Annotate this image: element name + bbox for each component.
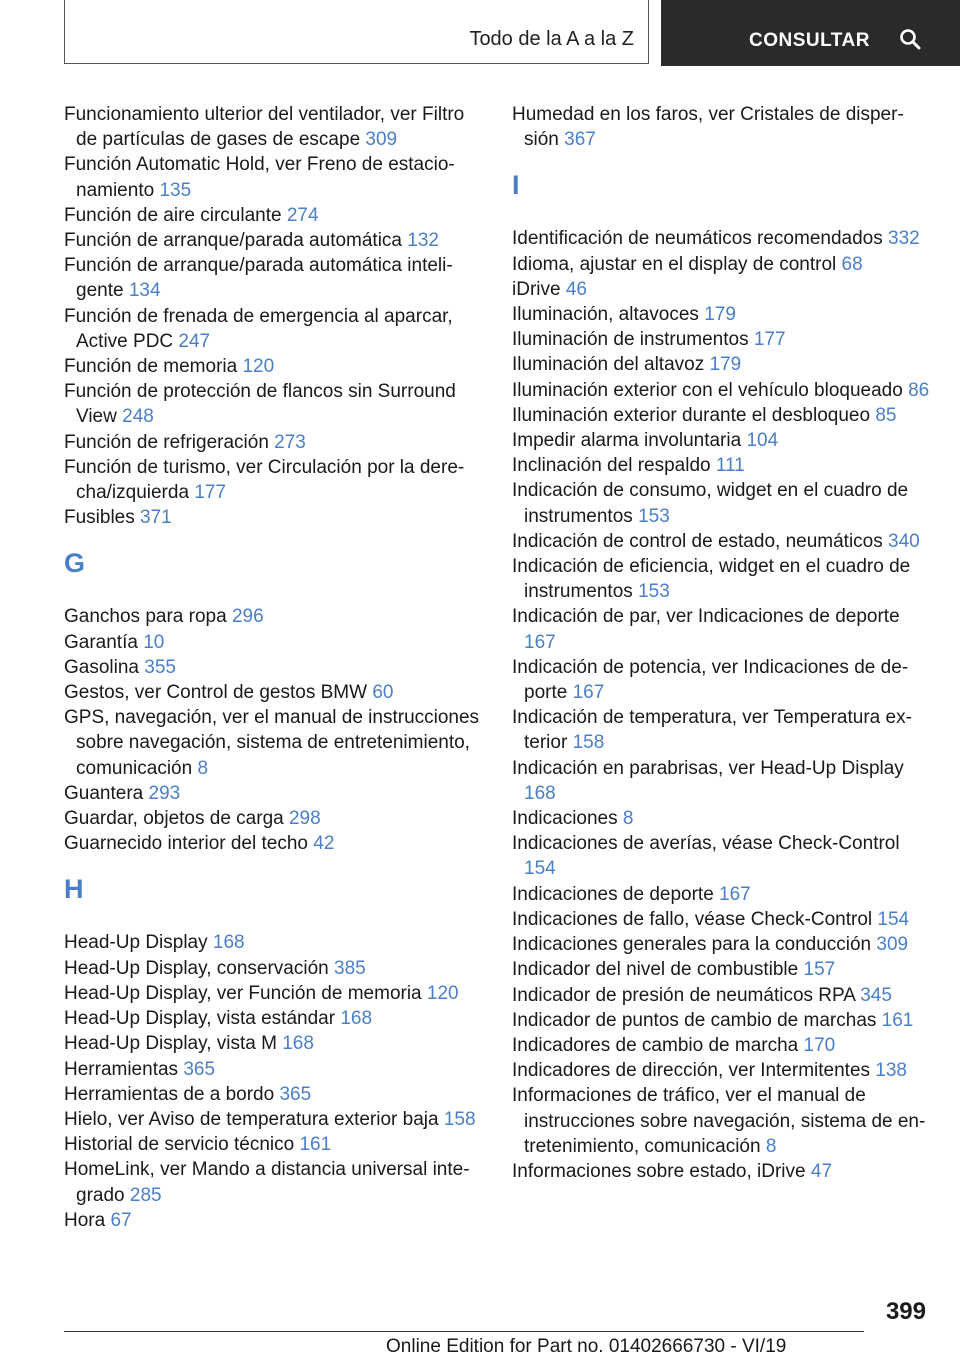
index-entry bbox=[64, 379, 484, 429]
index-entry-text: Indicador del nivel de combustible bbox=[512, 959, 799, 981]
page-link[interactable]: 365 bbox=[279, 1083, 312, 1105]
page-link[interactable]: 10 bbox=[143, 631, 165, 653]
page-link[interactable]: 365 bbox=[183, 1058, 216, 1080]
index-entry-text: Guardar, objetos de carga bbox=[64, 808, 284, 830]
index-entry bbox=[64, 680, 484, 705]
index-entry-text: Indicación de control de estado, neumáticos bbox=[512, 530, 883, 552]
index-entry bbox=[64, 655, 484, 680]
page-link[interactable]: 309 bbox=[876, 934, 909, 956]
index-entry-text: Indicador de presión de neumáticos RPA bbox=[512, 984, 855, 1006]
index-entry bbox=[64, 228, 484, 253]
index-entry-text: Hielo, ver Aviso de temperatura exterior baja bbox=[64, 1108, 439, 1130]
index-entry-text: Función de memoria bbox=[64, 356, 238, 378]
page-link[interactable]: 154 bbox=[877, 908, 910, 930]
index-letter-heading: H bbox=[64, 874, 84, 905]
index-entry-text: Iluminación, altavoces bbox=[512, 304, 699, 326]
section-tab[interactable] bbox=[64, 0, 649, 64]
page-link[interactable]: 154 bbox=[524, 858, 556, 880]
page-link[interactable]: 367 bbox=[564, 129, 596, 151]
index-entry bbox=[512, 932, 932, 957]
index-entry-text: Indicación de eficiencia, widget en el cuadro de instrumentos bbox=[512, 556, 911, 603]
page-link[interactable]: 158 bbox=[443, 1108, 476, 1130]
index-entry bbox=[512, 831, 932, 881]
index-entry-text: Indicaciones generales para la conducción bbox=[512, 934, 872, 956]
index-entry bbox=[512, 604, 932, 654]
index-entry-text: Historial de servicio técnico bbox=[64, 1134, 295, 1156]
index-entry bbox=[512, 907, 932, 932]
page-link[interactable]: 153 bbox=[638, 505, 670, 527]
index-entry bbox=[64, 430, 484, 455]
index-entry-text: Iluminación de instrumentos bbox=[512, 329, 749, 351]
index-letter-heading: I bbox=[512, 170, 520, 201]
index-entry-text: Humedad en los faros, ver Cristales de dispersión bbox=[512, 104, 904, 151]
index-entry bbox=[512, 529, 932, 554]
index-entry-text: Funcionamiento ulterior del ventilador, ver Filtro de partículas de gases de escape bbox=[64, 104, 465, 151]
index-entry-text: Indicación de potencia, ver Indicaciones de deporte bbox=[512, 656, 909, 704]
page-link[interactable]: 67 bbox=[110, 1209, 132, 1231]
index-entry bbox=[64, 930, 484, 955]
index-entry bbox=[64, 152, 484, 202]
index-entry-text: Gestos, ver Control de gestos BMW bbox=[64, 682, 368, 704]
index-entry bbox=[512, 403, 932, 428]
index-entry bbox=[64, 705, 484, 781]
index-entry bbox=[512, 806, 932, 831]
index-entry bbox=[512, 1008, 932, 1033]
index-entry bbox=[512, 756, 932, 806]
index-entry-text: Función de protección de flancos sin Surround View bbox=[64, 381, 456, 428]
index-entry bbox=[64, 203, 484, 228]
page-link[interactable]: 385 bbox=[334, 957, 366, 979]
index-entry-text: Head-Up Display, vista M bbox=[64, 1033, 277, 1055]
index-entry bbox=[64, 831, 484, 856]
index-entry bbox=[512, 428, 932, 453]
index-entry-text: Indicaciones de deporte bbox=[512, 883, 714, 905]
index-entry-text: Función de refrigeración bbox=[64, 431, 269, 453]
page-link[interactable]: 60 bbox=[372, 682, 394, 704]
index-entry bbox=[512, 478, 932, 528]
page-link[interactable]: 309 bbox=[365, 129, 398, 151]
page-link[interactable]: 167 bbox=[524, 631, 556, 653]
index-entry-text: Informaciones sobre estado, iDrive bbox=[512, 1160, 806, 1182]
page-link[interactable]: 293 bbox=[148, 782, 181, 804]
index-entry-text: Función Automatic Hold, ver Freno de estacionamiento bbox=[64, 154, 455, 201]
index-entry bbox=[64, 455, 484, 505]
index-entry bbox=[512, 1159, 932, 1184]
index-entry-text: Head-Up Display, vista estándar bbox=[64, 1008, 336, 1030]
index-entry bbox=[64, 981, 484, 1006]
index-entry-text: Indicación en parabrisas, ver Head-Up Display bbox=[512, 757, 904, 779]
index-entry bbox=[64, 1082, 484, 1107]
page-link[interactable]: 167 bbox=[572, 682, 605, 704]
page-link[interactable]: 111 bbox=[715, 455, 745, 477]
page-link[interactable]: 298 bbox=[288, 808, 321, 830]
index-entry-text: Indicación de consumo, widget en el cuadro de instrumentos bbox=[512, 480, 909, 527]
page-link[interactable]: 340 bbox=[888, 530, 920, 552]
page-link[interactable]: 153 bbox=[638, 581, 670, 603]
index-column-right bbox=[512, 102, 932, 1184]
index-entry-text: Inclinación del respaldo bbox=[512, 455, 711, 477]
index-entry bbox=[512, 378, 932, 403]
page-link[interactable]: 355 bbox=[144, 656, 176, 678]
index-entry bbox=[64, 1006, 484, 1031]
index-entry-text: Ganchos para ropa bbox=[64, 606, 227, 628]
index-entry bbox=[64, 630, 484, 655]
index-entry-text: Identificación de neumáticos recomendados bbox=[512, 228, 883, 250]
index-entry bbox=[512, 957, 932, 982]
page-link[interactable]: 134 bbox=[128, 280, 161, 302]
index-entry-text: Guarnecido interior del techo bbox=[64, 833, 308, 855]
edition-info: Online Edition for Part no. 01402666730 - VI/19 bbox=[386, 1336, 787, 1357]
page-link[interactable]: 46 bbox=[565, 278, 587, 300]
page-link[interactable]: 8 bbox=[197, 757, 209, 779]
index-entry bbox=[64, 1107, 484, 1132]
index-entry bbox=[512, 1058, 932, 1083]
page-link[interactable]: 371 bbox=[140, 507, 172, 529]
index-entry bbox=[512, 252, 932, 277]
index-entry-text: Indicador de puntos de cambio de marchas bbox=[512, 1009, 877, 1031]
page-link[interactable]: 296 bbox=[231, 606, 264, 628]
index-entry bbox=[512, 655, 932, 705]
page-link[interactable]: 179 bbox=[704, 304, 736, 326]
page-link[interactable]: 168 bbox=[282, 1033, 314, 1055]
index-entry-text: Función de arranque/parada automática bbox=[64, 230, 403, 252]
page-link[interactable]: 85 bbox=[875, 404, 897, 426]
index-entry-text: Indicadores de dirección, ver Intermitentes bbox=[512, 1060, 871, 1082]
index-entry-text: Guantera bbox=[64, 782, 144, 804]
index-entry bbox=[512, 226, 932, 251]
page-link[interactable]: 332 bbox=[888, 228, 920, 250]
footer-divider bbox=[64, 1331, 864, 1332]
page-link[interactable]: 273 bbox=[274, 431, 306, 453]
page-link[interactable]: 104 bbox=[746, 430, 779, 452]
index-entry bbox=[64, 1208, 484, 1233]
index-entry bbox=[512, 277, 932, 302]
index-entry bbox=[64, 1057, 484, 1082]
consult-label: CONSULTAR bbox=[749, 30, 870, 51]
page-link[interactable]: 274 bbox=[286, 204, 319, 226]
index-entry-text: HomeLink, ver Mando a distancia universal integrado bbox=[64, 1159, 470, 1206]
index-entry-text: Garantía bbox=[64, 631, 138, 653]
page-link[interactable]: 177 bbox=[194, 482, 227, 504]
consult-button[interactable] bbox=[661, 0, 960, 66]
index-entry-text: Gasolina bbox=[64, 656, 139, 678]
page-link[interactable]: 132 bbox=[407, 230, 439, 252]
page-link[interactable]: 247 bbox=[178, 330, 211, 352]
page-link[interactable]: 248 bbox=[122, 406, 154, 428]
index-entry-text: Herramientas bbox=[64, 1058, 179, 1080]
index-entry-text: Indicaciones bbox=[512, 808, 618, 830]
page-link[interactable]: 120 bbox=[426, 982, 459, 1004]
page-link[interactable]: 8 bbox=[622, 808, 634, 830]
index-entry bbox=[512, 1083, 932, 1159]
page-number: 399 bbox=[885, 1298, 926, 1325]
page-link[interactable]: 135 bbox=[159, 179, 192, 201]
index-entry bbox=[64, 102, 484, 152]
page-link[interactable]: 285 bbox=[129, 1184, 162, 1206]
page-link[interactable]: 167 bbox=[719, 883, 751, 905]
index-entry-text: Indicaciones de fallo, véase Check-Control bbox=[512, 908, 873, 930]
index-letter-heading: G bbox=[64, 548, 86, 579]
index-entry-text: Fusibles bbox=[64, 507, 135, 529]
index-entry bbox=[64, 604, 484, 629]
search-icon bbox=[899, 28, 921, 50]
index-entry bbox=[64, 354, 484, 379]
page-link[interactable]: 345 bbox=[860, 984, 892, 1006]
index-entry bbox=[512, 302, 932, 327]
index-entry bbox=[64, 304, 484, 354]
index-entry-text: Indicaciones de averías, véase Check-Control bbox=[512, 833, 900, 855]
index-entry-text: Función de turismo, ver Circulación por la derecha/izquierda bbox=[64, 456, 465, 504]
index-entry bbox=[64, 806, 484, 831]
page-link[interactable]: 8 bbox=[765, 1135, 777, 1157]
index-entry-text: Idioma, ajustar en el display de control bbox=[512, 253, 837, 275]
index-entry-text: Iluminación del altavoz bbox=[512, 354, 705, 376]
index-entry bbox=[64, 1157, 484, 1207]
index-entry-text: Indicación de par, ver Indicaciones de deporte bbox=[512, 606, 900, 628]
index-column-left bbox=[64, 102, 484, 1233]
index-entry-text: Head-Up Display, conservación bbox=[64, 957, 329, 979]
index-entry bbox=[64, 505, 484, 530]
index-entry-text: Iluminación exterior con el vehículo bloqueado bbox=[512, 379, 903, 401]
index-entry bbox=[512, 327, 932, 352]
index-entry bbox=[512, 554, 932, 604]
page-link[interactable]: 68 bbox=[841, 253, 863, 275]
index-entry bbox=[64, 781, 484, 806]
index-entry-text: Hora bbox=[64, 1209, 106, 1231]
index-entry-text: Herramientas de a bordo bbox=[64, 1083, 275, 1105]
index-entry-text: Función de frenada de emergencia al aparcar, Active PDC bbox=[64, 305, 453, 352]
index-entry-text: Indicadores de cambio de marcha bbox=[512, 1034, 799, 1056]
index-entry-text: Informaciones de tráfico, ver el manual de instrucciones sobre navegación, sistema de entretenimiento, comunicación bbox=[512, 1085, 926, 1157]
index-entry bbox=[64, 253, 484, 303]
index-entry-text: GPS, navegación, ver el manual de instrucciones sobre navegación, sistema de entretenimiento, comunicación bbox=[64, 707, 480, 779]
page-link[interactable]: 158 bbox=[572, 732, 605, 754]
page-link[interactable]: 161 bbox=[881, 1009, 914, 1031]
index-entry bbox=[512, 453, 932, 478]
page-link[interactable]: 42 bbox=[313, 833, 335, 855]
page-link[interactable]: 120 bbox=[242, 356, 275, 378]
index-entry-text: Impedir alarma involuntaria bbox=[512, 430, 742, 452]
page-link[interactable]: 168 bbox=[212, 932, 245, 954]
page-link[interactable]: 86 bbox=[908, 379, 930, 401]
index-entry-text: Iluminación exterior durante el desbloqueo bbox=[512, 404, 871, 426]
index-entry-text: iDrive bbox=[512, 278, 561, 300]
page-link[interactable]: 170 bbox=[803, 1034, 836, 1056]
index-entry-text: Indicación de temperatura, ver Temperatura exterior bbox=[512, 707, 912, 754]
index-entry bbox=[64, 956, 484, 981]
index-entry-text: Función de aire circulante bbox=[64, 204, 282, 226]
index-entry bbox=[512, 352, 932, 377]
page-link[interactable]: 157 bbox=[803, 959, 836, 981]
index-entry bbox=[512, 102, 932, 152]
index-entry-text: Función de arranque/parada automática inteligente bbox=[64, 255, 453, 302]
page-header bbox=[0, 0, 960, 66]
index-entry bbox=[64, 1031, 484, 1056]
index-entry bbox=[512, 1033, 932, 1058]
page-link[interactable]: 161 bbox=[299, 1134, 332, 1156]
page-link[interactable]: 177 bbox=[753, 329, 786, 351]
section-title: Todo de la A a la Z bbox=[469, 28, 634, 50]
page-link[interactable]: 179 bbox=[709, 354, 742, 376]
index-entry-text: Head-Up Display bbox=[64, 932, 208, 954]
index-entry bbox=[512, 882, 932, 907]
index-entry bbox=[64, 1132, 484, 1157]
index-entry-text: Head-Up Display, ver Función de memoria bbox=[64, 982, 422, 1004]
page-link[interactable]: 47 bbox=[810, 1160, 833, 1182]
page-link[interactable]: 168 bbox=[340, 1008, 373, 1030]
index-entry bbox=[512, 983, 932, 1008]
page-link[interactable]: 138 bbox=[875, 1060, 907, 1082]
index-entry bbox=[512, 705, 932, 755]
page-link[interactable]: 168 bbox=[524, 782, 556, 804]
